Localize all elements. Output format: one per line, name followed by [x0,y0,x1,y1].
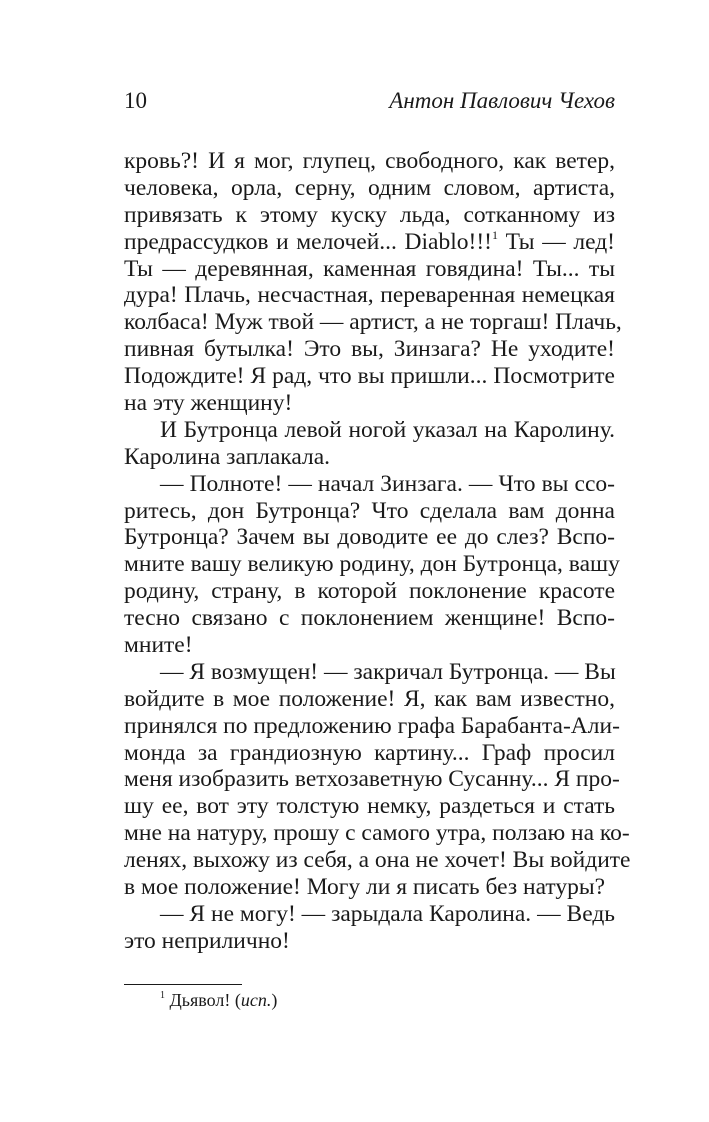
text-line: мните вашу великую родину, дон Бутронца, вашу [124,551,620,578]
text-line: — Полноте! — начал Зинзага. — Что вы ссо- [160,470,615,497]
text-line: войдите в мое положение! Я, как вам известно, [124,685,615,712]
footnote-marker: 1 [160,990,165,1001]
text-line-part: Ты — лед! [497,228,615,255]
text-line: кровь?! И я мог, глупец, свободного, как ветер, [124,148,615,174]
text-line: пивная бутылка! Это вы, Зинзага? Не уходите! [124,336,615,363]
page-header [124,84,615,118]
text-line-with-footnote [124,229,615,256]
footnote-language-abbrev: исп. [240,990,272,1010]
footnote-divider [124,984,242,985]
page-number: 10 [124,88,147,113]
text-line: принялся по предложению графа Барабанта-Али- [124,712,620,739]
text-line: меня изобразить ветхозаветную Сусанну... Я про- [124,766,620,793]
text-line: мните! [124,632,193,659]
text-line: привязать к этому куску льда, сотканному из [124,201,615,228]
text-line: ленях, выхожу из себя, а она не хочет! Вы войдите [124,847,631,874]
text-line: колбаса! Муж твой — артист, а не торгаш! Плачь, [124,309,622,336]
text-line-part: предрассудков и мелочей... Diablo!!! [124,228,492,255]
text-line: монда за грандиозную картину... Граф просил [124,739,615,766]
text-line: в мое положение! Могу ли я писать без натуры? [124,874,606,901]
footnote-close-paren: ) [271,990,278,1010]
text-line: родину, страну, в которой поклонение красоте [124,578,615,605]
text-line: мне на натуру, прошу с самого утра, ползаю на ко- [124,820,630,847]
text-line: И Бутронца левой ногой указал на Каролину. [160,416,615,443]
footnote-reference: 1 [491,227,498,242]
text-line: Каролина заплакала. [124,443,331,470]
text-line: ритесь, дон Бутронца? Что сделала вам донна [124,497,615,524]
text-line: Подождите! Я рад, что вы пришли... Посмотрите [124,363,615,390]
footnote [160,988,277,1012]
text-line: на эту женщину! [124,390,293,417]
text-line: шу ее, вот эту толстую немку, раздеться и стать [124,793,615,820]
text-line: Ты — деревянная, каменная говядина! Ты... ты [124,255,615,282]
running-head-author: Антон Павлович Чехов [389,88,615,113]
text-line: тесно связано с поклонением женщине! Вспо- [124,605,615,632]
text-line: Бутронца? Зачем вы доводите ее до слез? Вспо- [124,524,615,551]
text-line: дура! Плачь, несчастная, переваренная немецкая [124,282,615,309]
text-line: — Я возмущен! — закричал Бутронца. — Вы [160,658,616,685]
text-line: это неприлично! [124,927,290,954]
text-line: — Я не могу! — зарыдала Каролина. — Ведь [160,900,615,927]
body-text [124,148,631,955]
footnote-text: Дьявол! ( [169,990,241,1010]
text-line: человека, орла, серну, одним словом, артиста, [124,174,615,201]
